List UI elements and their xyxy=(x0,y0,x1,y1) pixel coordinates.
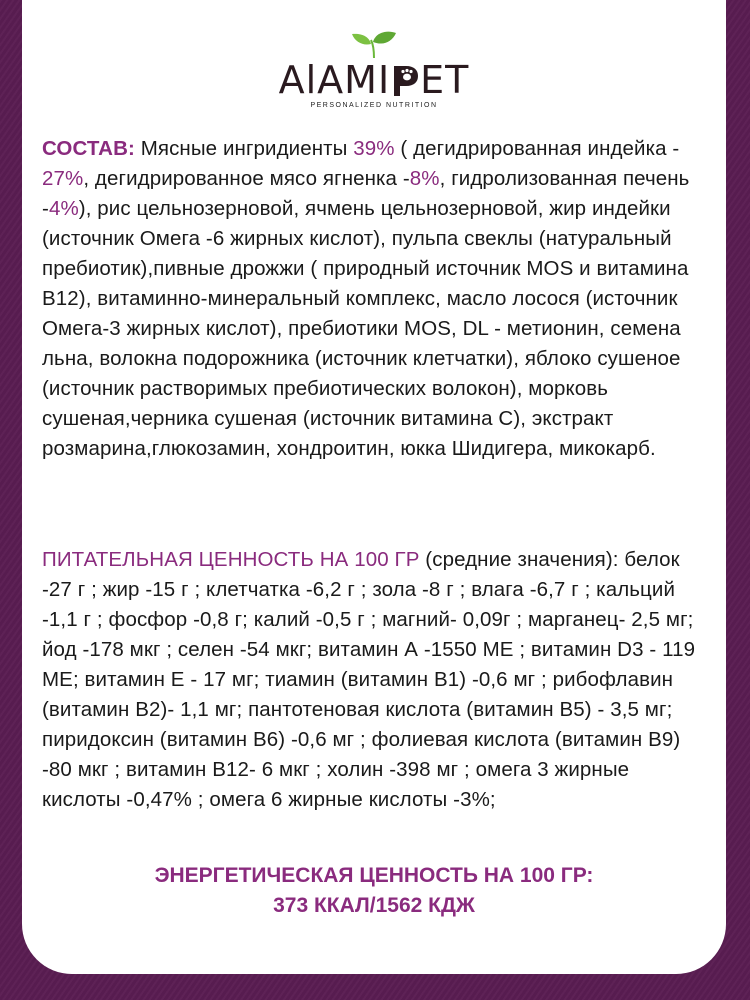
composition-heading: СОСТАВ: xyxy=(42,137,135,160)
brand-logo xyxy=(22,30,726,109)
lamb-percent: 8% xyxy=(409,167,440,190)
nutrition-values: (средние значения): белок -27 г ; жир -15 г ; клетчатка -6,2 г ; зола -8 г ; влага -6,7 г ; кальций -1,1 г ; фосфор -0,8 г; калий -0,5 г ; магний- 0,09г ; марганец- 2,5 мг; йод -178 мкг ; селен -54 мкг; витамин А -1550 МЕ ; витамин D3 - 119 МЕ; витамин Е - 17 мг; тиамин (витамин В1) -0,6 мг ; рибофлавин (витамин В2)- 1,1 мг; пантотеновая кислота (витамин В5) - 3,5 мг; пиридоксин (витамин В6) -0,6 мг ; фолиевая кислота (витамин В9) -80 мкг ; витамин В12- 6 мкг ; холин -398 мг ; омега 3 жирные кислоты -0,47% ; омега 6 жирные кислоты -3%; xyxy=(42,548,696,811)
nutrition-heading: ПИТАТЕЛЬНАЯ ЦЕННОСТЬ НА 100 ГР xyxy=(42,548,420,571)
composition-text: СОСТАВ: Мясные ингридиенты 39% ( дегидрированная индейка - 27%, дегидрированное мясо ягненка -8%, гидролизованная печень -4%), рис цельнозерновой, ячмень цельнозерновой, жир индейки (источник Омега -6 жирных кислот), пульпа свеклы (натуральный пребиотик),пивные дрожжи ( природный источник MOS и витамина B12), витаминно-минеральный комплекс, масло лосося (источник Омега-3 жирных кислот), пребиотики MOS, DL - метионин, семена льна, волокна подорожника (источник клетчатки), яблоко сушеное (источник растворимых пребиотических волокон), морковь сушеная,черника сушеная (источник витамина С), экстракт розмарина,глюкозамин, хондроитин, юкка Шидигера, микокарб. xyxy=(42,137,690,460)
paw-icon xyxy=(390,62,420,96)
meat-percent: 39% xyxy=(353,137,395,160)
energy-heading: ЭНЕРГЕТИЧЕСКАЯ ЦЕННОСТЬ НА 100 ГР: xyxy=(154,864,594,887)
brand-name: AlAMI ET xyxy=(278,58,470,102)
content-card xyxy=(22,0,726,974)
energy-value xyxy=(22,861,726,921)
nutrition-text xyxy=(42,545,702,815)
turkey-percent: 27% xyxy=(42,167,84,190)
energy-amount: 373 ККАЛ/1562 КДЖ xyxy=(273,894,475,917)
brand-tagline: PERSONALIZED NUTRITION xyxy=(310,102,438,109)
leaf-sprout-icon xyxy=(349,30,399,60)
liver-percent: 4% xyxy=(48,197,79,220)
